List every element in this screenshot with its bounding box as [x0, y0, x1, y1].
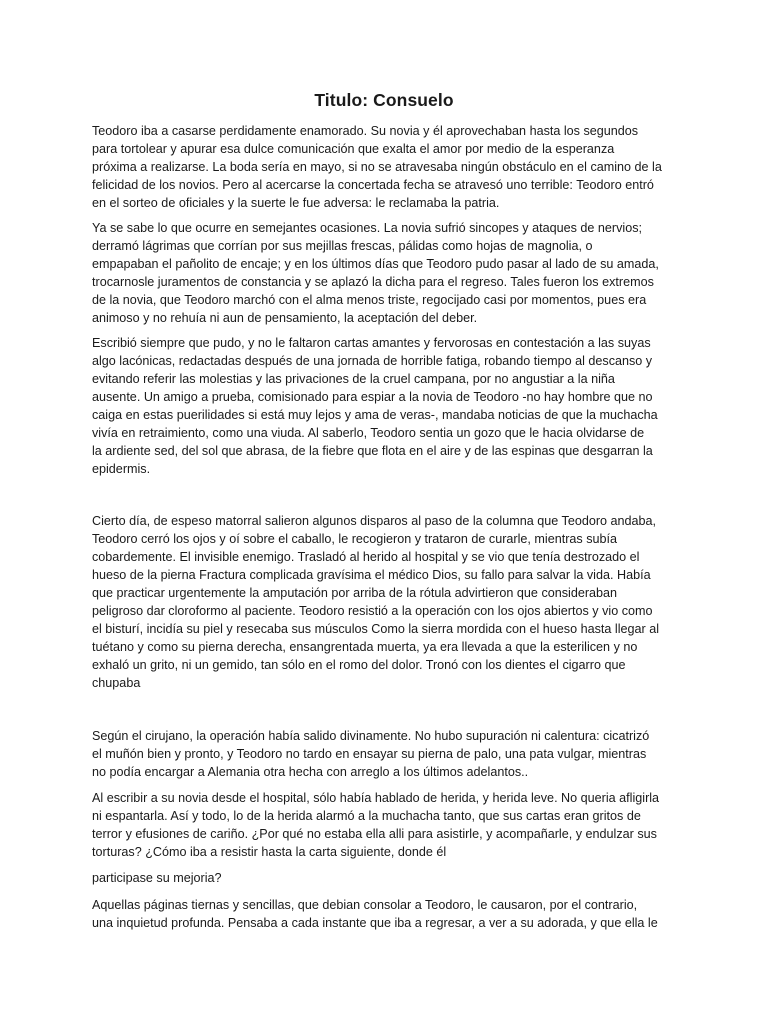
paragraph-6 [92, 789, 682, 861]
text-line: derramó lágrimas que corrían por sus mejillas frescas, pálidas como hojas de magnolia, o [92, 239, 593, 253]
text-line: animoso y no rehuía ni aun de pensamiento, la aceptación del deber. [92, 311, 478, 325]
text-line: Escribió siempre que pudo, y no le faltaron cartas amantes y fervorosas en contestación a las suyas [92, 336, 651, 350]
document-title: Titulo: Consuelo [314, 90, 454, 110]
text-line: hueso de la pierna Fractura complicada gravísima el médico Dios, su fallo para salvar la vida. Había [92, 568, 651, 582]
paragraph-5 [92, 727, 682, 781]
text-line: cobardemente. El invisible enemigo. Trasladó al herido al hospital y se vio que tenía destrozado el [92, 550, 640, 564]
text-line: una inquietud profunda. Pensaba a cada instante que iba a regresar, a ver a su adorada, y que ella le [92, 916, 658, 930]
text-line: terror y efusiones de cariño. ¿Por qué no estaba ella alli para asistirle, y acompañarle, y endulzar sus [92, 827, 657, 841]
text-line: chupaba [92, 676, 141, 690]
paragraph-8 [92, 896, 682, 932]
text-line: Teodoro iba a casarse perdidamente enamorado. Su novia y él aprovechaban hasta los segundos [92, 124, 639, 138]
text-line: Cierto día, de espeso matorral salieron algunos disparos al paso de la columna que Teodoro andaba, [92, 514, 657, 528]
text-line: Aquellas páginas tiernas y sencillas, que debian consolar a Teodoro, le causaron, por el contrario, [92, 898, 638, 912]
text-line: evitando referir las molestias y las privaciones de la cruel campana, por no angustiar a la niña [92, 372, 615, 386]
text-line: Ya se sabe lo que ocurre en semejantes ocasiones. La novia sufrió sincopes y ataques de nervios; [92, 221, 643, 235]
text-line: trocarnosle juramentos de constancia y se aplazó la dicha para el regreso. Tales fueron los extremos [92, 275, 654, 289]
text-line: empapaban el pañolito de encaje; y en los últimos días que Teodoro pudo pasar al lado de su amada, [92, 257, 659, 271]
text-line: ausente. Un amigo a prueba, comisionado para espiar a la novia de Teodoro -no hay hombre que no [92, 390, 653, 404]
text-line: felicidad de los novios. Pero al acercarse la concertada fecha se atravesó uno terrible: Teodoro entró [92, 178, 654, 192]
paragraph-4 [92, 512, 682, 692]
text-line: caiga en estas puerilidades si está muy lejos y ama de veras-, mandaba noticias de que la muchacha [92, 408, 658, 422]
text-line: el muñón bien y pronto, y Teodoro no tardo en ensayar su pierna de palo, una pata vulgar, mientras [92, 747, 647, 761]
text-line: participase su mejoria? [92, 871, 222, 885]
text-line: epidermis. [92, 462, 151, 476]
text-line: que practicar urgentemente la amputación por arriba de la rótula advirtieron que consideraban [92, 586, 618, 600]
paragraph-3 [92, 334, 682, 478]
text-line: Al escribir a su novia desde el hospital, sólo había hablado de herida, y herida leve. No queria afligirla [92, 791, 660, 805]
paragraph-7 [92, 869, 682, 887]
text-line: próxima a realizarse. La boda sería en mayo, si no se atravesaba ningún obstáculo en el camino de la [92, 160, 662, 174]
text-line: peligroso dar cloroformo al paciente. Teodoro resistió a la operación con los ojos abiertos y vio como [92, 604, 653, 618]
paragraph-1 [92, 122, 682, 212]
text-line: Según el cirujano, la operación había salido divinamente. No hubo supuración ni calentura: cicatrizó [92, 729, 650, 743]
text-line: Teodoro cerró los ojos y oí sobre el caballo, le recogieron y trataron de curarle, mientras subía [92, 532, 618, 546]
text-line: en el sorteo de oficiales y la suerte le fue adversa: le reclamaba la patria. [92, 196, 500, 210]
text-line: la ardiente sed, del sol que abrasa, de la fiebre que flota en el aire y de las espinas que desgarran la [92, 444, 653, 458]
text-line: vivía en retraimiento, como una viuda. Al saberlo, Teodoro sentia un gozo que le hacia olvidarse de [92, 426, 645, 440]
text-line: exhaló un grito, ni un gemido, tan sólo en el romo del dolor. Tronó con los dientes el cigarro que [92, 658, 626, 672]
text-line: no podía encargar a Alemania otra hecha con arreglo a los últimos adelantos.. [92, 765, 529, 779]
text-line: ni espantarla. Así y todo, lo de la herida alarmó a la muchacha tanto, que sus cartas eran gritos de [92, 809, 641, 823]
text-line: de la novia, que Teodoro marchó con el alma menos triste, regocijado casi por momentos, pues era [92, 293, 647, 307]
text-line: para tortolear y apurar esa dulce comunicación que exalta el amor por medio de la esperanza [92, 142, 615, 156]
text-line: tuétano y como su pierna derecha, ensangrentada muerta, ya era llevada a que la esterilicen y no [92, 640, 638, 654]
text-line: torturas? ¿Cómo iba a resistir hasta la carta siguiente, donde él [92, 845, 447, 859]
paragraph-2 [92, 219, 682, 327]
text-line: el bisturí, incidía su piel y resecaba sus músculos Como la sierra mordida con el hueso hasta llegar al [92, 622, 659, 636]
text-line: algo lacónicas, redactadas después de una jornada de horrible fatiga, robando tiempo al descanso y [92, 354, 653, 368]
